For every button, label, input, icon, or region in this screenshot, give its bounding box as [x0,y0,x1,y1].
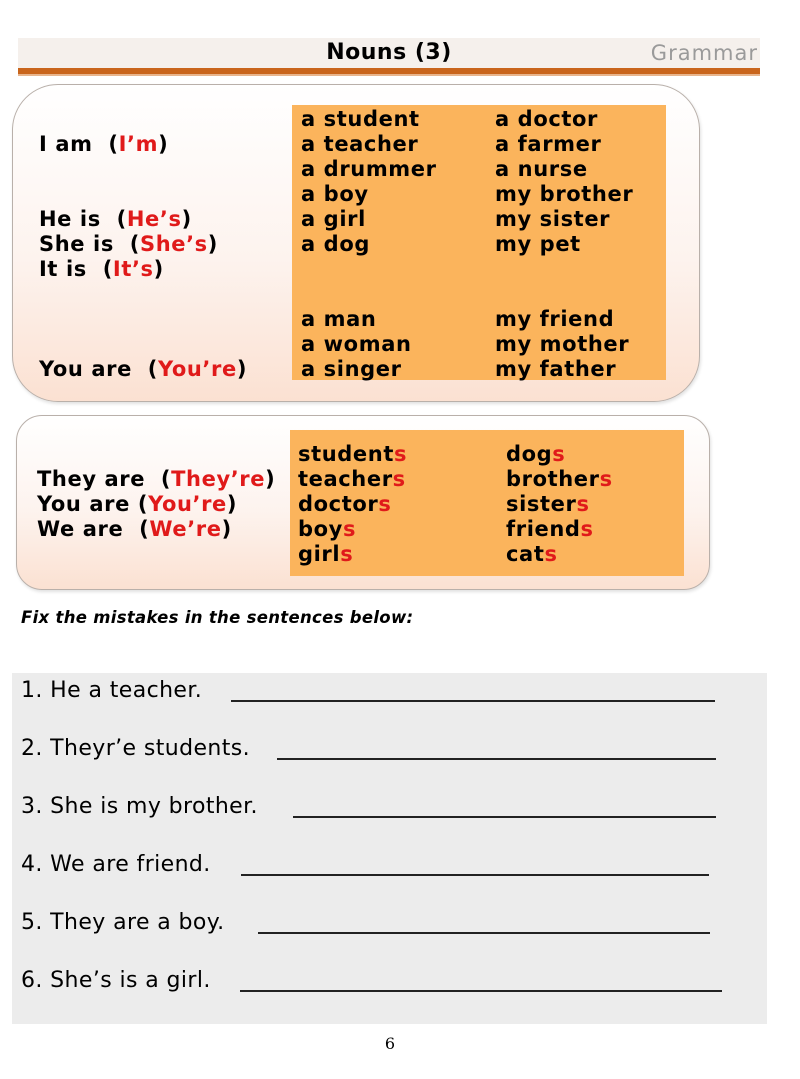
noun-item: my pet [495,232,581,256]
noun-item: a student [301,107,420,131]
contraction: He’s [126,207,182,231]
noun-item: a doctor [495,107,599,131]
plural-suffix: s [576,492,590,516]
plural-suffix: s [544,542,558,566]
noun-stem: cat [506,542,545,566]
noun-item: my sister [495,207,611,231]
answer-line-3[interactable] [293,816,716,818]
noun-stem: student [298,442,394,466]
paren-open: ( [160,467,172,491]
subject-full: He is [39,207,101,231]
subject-full: You are [39,357,132,381]
plural-suffix: s [342,517,357,541]
answer-line-6[interactable] [240,990,722,992]
subject-you-are-plural [37,492,237,516]
noun-item: a dog [301,232,370,256]
paren-open: ( [129,232,140,256]
plural-suffix: s [393,442,408,466]
noun-item: my brother [495,182,634,206]
noun-item: a farmer [495,132,602,156]
subject-full: I am [39,132,93,156]
noun-item: my friend [495,307,615,331]
subject-full: You are [37,492,130,516]
plural-noun-item [506,542,558,566]
answer-line-5[interactable] [258,932,710,934]
noun-item: a drummer [301,157,437,181]
paren-close: ) [226,492,238,516]
answer-line-4[interactable] [241,874,709,876]
noun-stem: teacher [298,467,393,491]
plural-noun-item [506,442,565,466]
plural-suffix: s [599,467,613,491]
subject-i-am [39,132,168,156]
noun-item: my mother [495,332,630,356]
plural-noun-item [506,492,590,516]
noun-item: a nurse [495,157,588,181]
noun-item: a singer [301,357,402,381]
exercise-sentence-6: 6. She’s is a girl. [21,968,211,993]
paren-close: ) [158,132,169,156]
subject-label: Grammar [650,41,758,65]
paren-close: ) [221,517,232,541]
noun-item: a boy [301,182,369,206]
noun-stem: girl [298,542,341,566]
page-header [18,38,760,68]
noun-stem: friend [506,517,581,541]
subject-full: They are [37,467,146,491]
paren-open: ( [108,132,119,156]
paren-close: ) [181,207,192,231]
paren-open: ( [102,257,113,281]
paren-close: ) [207,232,218,256]
noun-stem: brother [506,467,600,491]
noun-stem: sister [506,492,577,516]
subject-full: She is [39,232,114,256]
noun-item: a girl [301,207,366,231]
exercise-sentence-1: 1. He a teacher. [21,678,203,703]
exercise-sentence-2: 2. Theyr’e students. [21,736,251,761]
noun-stem: doctor [298,492,379,516]
plural-noun-item [298,442,407,466]
plural-noun-item [506,517,594,541]
subject-you-are [39,357,247,381]
paren-open: ( [116,207,127,231]
subject-they-are [37,467,275,491]
plural-suffix: s [378,492,392,516]
exercise-sentence-5: 5. They are a boy. [21,910,225,935]
paren-open: ( [137,492,149,516]
plural-suffix: s [392,467,406,491]
subject-we-are [37,517,232,541]
plural-noun-item [506,467,613,491]
contraction: They’re [171,467,266,491]
contraction: You’re [157,357,237,381]
header-divider-shadow [18,74,760,76]
plural-suffix: s [552,442,566,466]
plural-noun-item [298,492,391,516]
plural-noun-item [298,542,353,566]
page-title: Nouns (3) [326,40,452,65]
page-number: 6 [384,1034,396,1053]
contraction: It’s [112,257,154,281]
plural-noun-item [298,467,406,491]
contraction: She’s [139,232,208,256]
contraction: I’m [118,132,159,156]
noun-item: my father [495,357,617,381]
answer-line-1[interactable] [231,700,715,702]
subject-he-is [39,207,192,231]
plural-noun-item [298,517,356,541]
subject-it-is [39,257,164,281]
contraction: We’re [149,517,222,541]
exercise-sentence-3: 3. She is my brother. [21,794,258,819]
paren-close: ) [153,257,164,281]
subject-she-is [39,232,218,256]
paren-close: ) [236,357,248,381]
exercise-sentence-4: 4. We are friend. [21,852,211,877]
noun-stem: boy [298,517,343,541]
paren-open: ( [147,357,158,381]
plural-suffix: s [340,542,354,566]
noun-item: a woman [301,332,412,356]
subject-full: We are [37,517,124,541]
contraction: You’re [148,492,227,516]
paren-close: ) [265,467,276,491]
plural-suffix: s [580,517,594,541]
answer-line-2[interactable] [277,758,716,760]
noun-item: a teacher [301,132,419,156]
paren-open: ( [139,517,150,541]
subject-full: It is [39,257,87,281]
noun-item: a man [301,307,377,331]
exercise-instruction: Fix the mistakes in the sentences below: [21,608,414,627]
noun-stem: dog [506,442,553,466]
